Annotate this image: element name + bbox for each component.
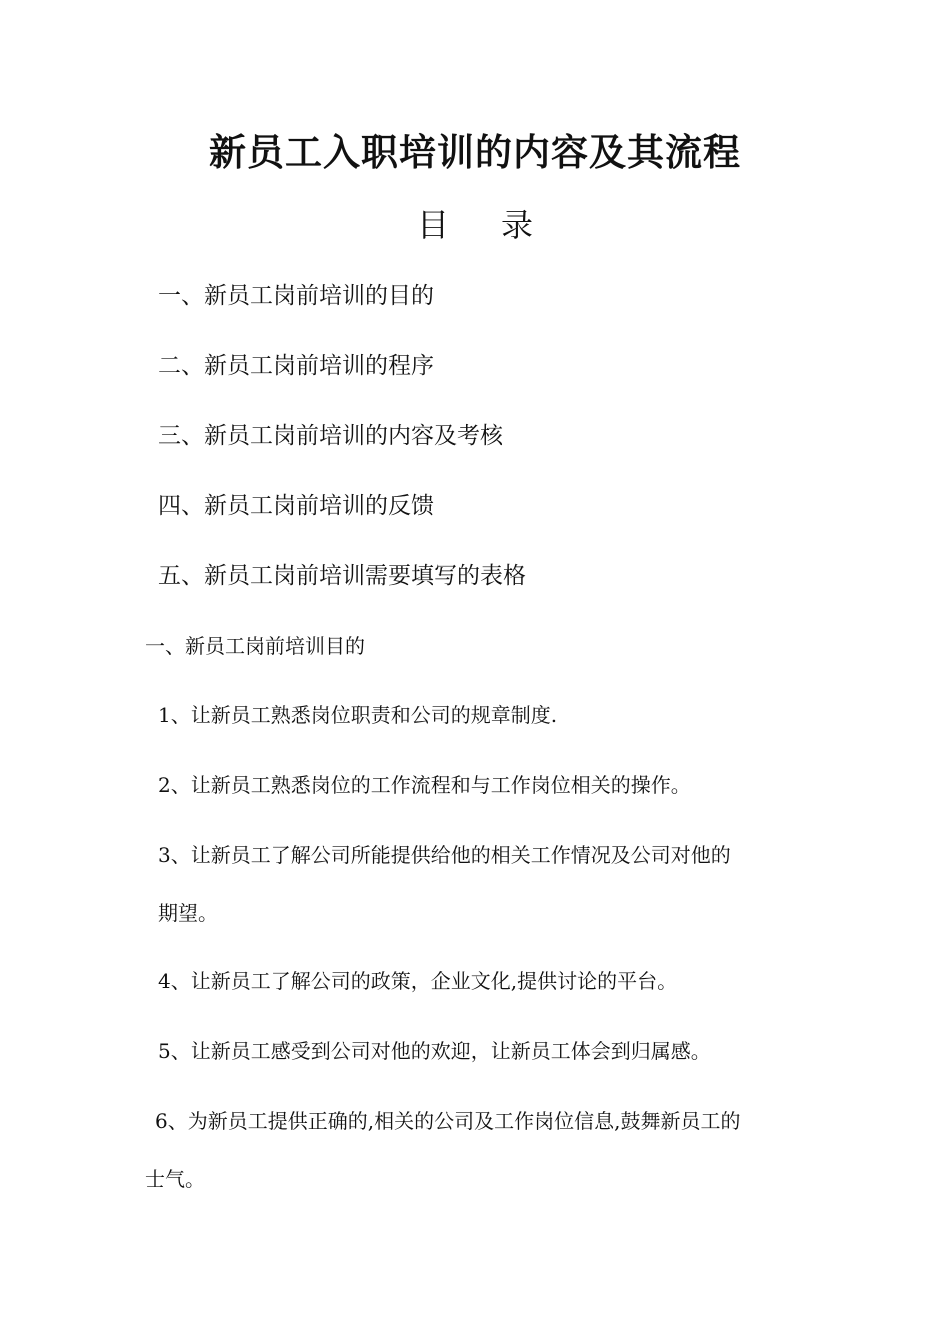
document-title: 新员工入职培训的内容及其流程 bbox=[209, 131, 741, 174]
paragraph-line-4: 4、让新员工了解公司的政策，企业文化,提供讨论的平台。 bbox=[158, 969, 678, 993]
toc-item-3: 三、新员工岗前培训的内容及考核 bbox=[158, 423, 503, 449]
paragraph-line-1: 1、让新员工熟悉岗位职责和公司的规章制度. bbox=[158, 703, 558, 727]
toc-heading bbox=[0, 203, 950, 247]
toc-item-5: 五、新员工岗前培训需要填写的表格 bbox=[158, 563, 526, 589]
toc-item-4: 四、新员工岗前培训的反馈 bbox=[158, 493, 434, 519]
paragraph-line-3-continued: 期望。 bbox=[158, 901, 218, 925]
toc-item-2: 二、新员工岗前培训的程序 bbox=[158, 353, 434, 379]
paragraph-line-2: 2、让新员工熟悉岗位的工作流程和与工作岗位相关的操作。 bbox=[158, 773, 691, 797]
toc-item-1: 一、新员工岗前培训的目的 bbox=[158, 283, 434, 309]
toc-heading-char-1: 目 bbox=[416, 206, 449, 244]
paragraph-line-6-continued: 士气。 bbox=[145, 1167, 205, 1191]
paragraph-line-5: 5、让新员工感受到公司对他的欢迎，让新员工体会到归属感。 bbox=[158, 1039, 711, 1063]
paragraph-line-3: 3、让新员工了解公司所能提供给他的相关工作情况及公司对他的 bbox=[158, 843, 731, 867]
section-heading: 一、新员工岗前培训目的 bbox=[145, 634, 365, 658]
paragraph-line-6: 6、为新员工提供正确的,相关的公司及工作岗位信息,鼓舞新员工的 bbox=[155, 1109, 741, 1133]
toc-heading-char-2: 录 bbox=[501, 206, 534, 244]
